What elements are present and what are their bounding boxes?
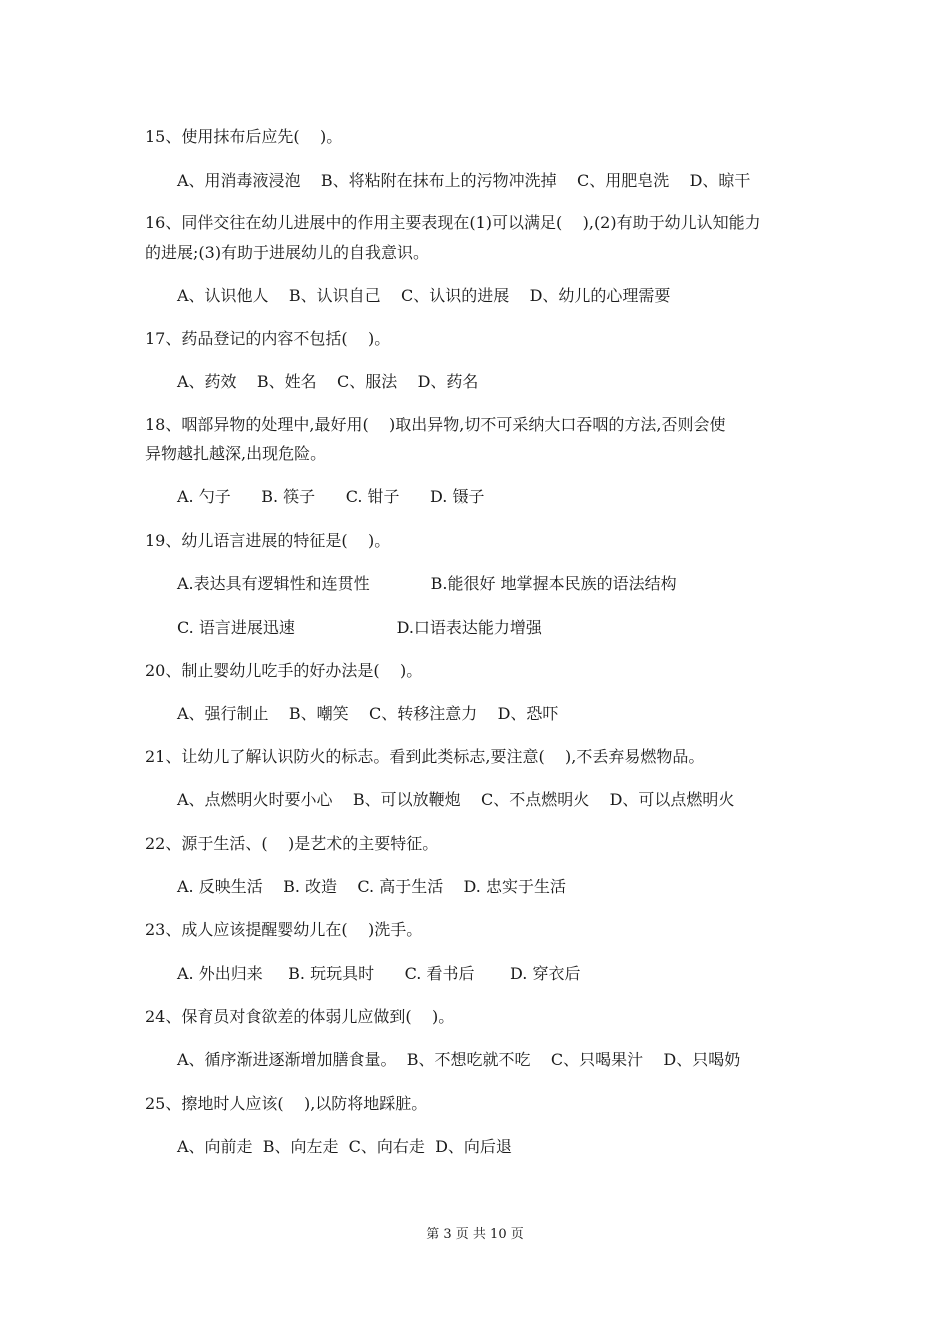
question-18-continued: 异物越扎越深,出现危险。 [145, 444, 327, 463]
question-21: 21、让幼儿了解认识防火的标志。看到此类标志,要注意( ),不丢弃易燃物品。 [145, 747, 705, 766]
question-20-options: A、强行制止 B、嘲笑 C、转移注意力 D、恐吓 [177, 704, 559, 723]
question-15-options: A、用消毒液浸泡 B、将粘附在抹布上的污物冲洗掉 C、用肥皂洗 D、晾干 [177, 171, 751, 190]
question-15: 15、使用抹布后应先( )。 [145, 127, 343, 146]
question-25-options: A、向前走 B、向左走 C、向右走 D、向后退 [177, 1137, 512, 1156]
question-23: 23、成人应该提醒婴幼儿在( )洗手。 [145, 920, 423, 939]
question-22-options: A. 反映生活 B. 改造 C. 高于生活 D. 忠实于生活 [177, 877, 566, 896]
question-16-continued: 的进展;(3)有助于进展幼儿的自我意识。 [145, 243, 430, 262]
question-16-options: A、认识他人 B、认识自己 C、认识的进展 D、幼儿的心理需要 [177, 286, 671, 305]
question-18-options: A. 勺子 B. 筷子 C. 钳子 D. 镊子 [177, 487, 485, 506]
question-21-options: A、点燃明火时要小心 B、可以放鞭炮 C、不点燃明火 D、可以点燃明火 [177, 790, 735, 809]
question-17-options: A、药效 B、姓名 C、服法 D、药名 [177, 372, 479, 391]
question-18: 18、咽部异物的处理中,最好用( )取出异物,切不可采纳大口吞咽的方法,否则会使 [145, 415, 726, 434]
question-25: 25、擦地时人应该( ),以防将地踩脏。 [145, 1094, 428, 1113]
question-16: 16、同伴交往在幼儿进展中的作用主要表现在(1)可以满足( ),(2)有助于幼儿认知能力 [145, 213, 761, 232]
question-22: 22、源于生活、( )是艺术的主要特征。 [145, 834, 439, 853]
question-20: 20、制止婴幼儿吃手的好办法是( )。 [145, 661, 423, 680]
question-24: 24、保育员对食欲差的体弱儿应做到( )。 [145, 1007, 455, 1026]
question-23-options: A. 外出归来 B. 玩玩具时 C. 看书后 D. 穿衣后 [177, 964, 581, 983]
question-19: 19、幼儿语言进展的特征是( )。 [145, 531, 391, 550]
question-19-options-row2: C. 语言进展迅速 D.口语表达能力增强 [177, 618, 542, 637]
page-footer: 第 3 页 共 10 页 [426, 1227, 524, 1242]
question-17: 17、药品登记的内容不包括( )。 [145, 329, 391, 348]
question-19-options-row1: A.表达具有逻辑性和连贯性 B.能很好 地掌握本民族的语法结构 [177, 574, 677, 593]
question-24-options: A、循序渐进逐渐增加膳食量。 B、不想吃就不吃 C、只喝果汁 D、只喝奶 [177, 1050, 741, 1069]
